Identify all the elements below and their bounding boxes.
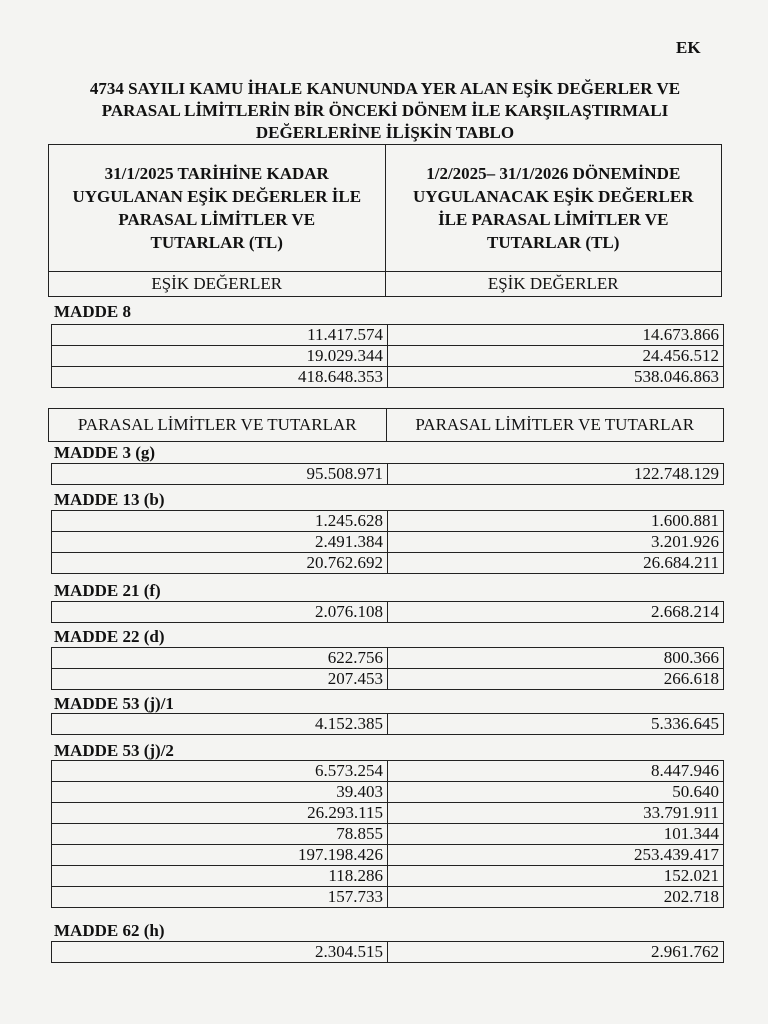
header-line: 31/1/2025 TARİHİNE KADAR — [104, 164, 329, 183]
madde-value-table — [51, 324, 724, 388]
new-value-cell: 101.344 — [388, 824, 724, 845]
header-line: TUTARLAR (TL) — [150, 233, 283, 252]
header-line: İLE PARASAL LİMİTLER VE — [438, 210, 669, 229]
esik-section-left: EŞİK DEĞERLER — [49, 272, 386, 297]
madde-value-table — [51, 510, 724, 574]
new-value-cell: 538.046.863 — [388, 367, 724, 388]
new-value-cell: 3.201.926 — [388, 532, 724, 553]
table-row — [52, 866, 724, 887]
table-row — [52, 714, 724, 735]
madde-label: MADDE 3 (g) — [54, 443, 156, 462]
old-value-cell: 207.453 — [52, 669, 388, 690]
table-row — [52, 602, 724, 623]
table-row — [52, 887, 724, 908]
old-value-cell: 6.573.254 — [52, 761, 388, 782]
madde-label: MADDE 21 (f) — [54, 581, 161, 600]
old-value-cell: 118.286 — [52, 866, 388, 887]
annex-label: EK — [676, 38, 701, 57]
new-value-cell: 800.366 — [388, 648, 724, 669]
new-value-cell: 2.668.214 — [388, 602, 724, 623]
parasal-section-right: PARASAL LİMİTLER VE TUTARLAR — [386, 409, 724, 442]
old-value-cell: 4.152.385 — [52, 714, 388, 735]
new-value-cell: 1.600.881 — [388, 511, 724, 532]
table-row — [52, 845, 724, 866]
table-row — [52, 824, 724, 845]
new-value-cell: 202.718 — [388, 887, 724, 908]
parasal-section-left: PARASAL LİMİTLER VE TUTARLAR — [49, 409, 387, 442]
new-value-cell: 122.748.129 — [388, 464, 724, 485]
madde-value-table — [51, 601, 724, 623]
new-value-cell: 152.021 — [388, 866, 724, 887]
header-line: TUTARLAR (TL) — [487, 233, 620, 252]
table-row — [52, 761, 724, 782]
new-value-cell: 5.336.645 — [388, 714, 724, 735]
old-value-cell: 622.756 — [52, 648, 388, 669]
parasal-section-header — [48, 408, 724, 442]
madde-label: MADDE 53 (j)/1 — [54, 694, 174, 713]
title-line: 4734 SAYILI KAMU İHALE KANUNUNDA YER ALAN EŞİK DEĞERLER VE — [89, 79, 681, 98]
title-line: PARASAL LİMİTLERİN BİR ÖNCEKİ DÖNEM İLE KARŞILAŞTIRMALI — [101, 101, 669, 120]
madde-label: MADDE 8 — [54, 302, 131, 321]
table-row — [52, 325, 724, 346]
new-value-cell: 33.791.911 — [388, 803, 724, 824]
old-value-cell: 19.029.344 — [52, 346, 388, 367]
table-row — [52, 346, 724, 367]
header-line: UYGULANACAK EŞİK DEĞERLER — [412, 187, 694, 206]
new-value-cell: 50.640 — [388, 782, 724, 803]
old-value-cell: 197.198.426 — [52, 845, 388, 866]
table-row — [52, 367, 724, 388]
title-line: DEĞERLERİNE İLİŞKİN TABLO — [255, 123, 515, 142]
esik-section-right: EŞİK DEĞERLER — [385, 272, 722, 297]
old-value-cell: 26.293.115 — [52, 803, 388, 824]
new-value-cell: 8.447.946 — [388, 761, 724, 782]
old-value-cell: 2.304.515 — [52, 942, 388, 963]
madde-label: MADDE 13 (b) — [54, 490, 165, 509]
table-row — [52, 511, 724, 532]
old-value-cell: 20.762.692 — [52, 553, 388, 574]
old-value-cell: 418.648.353 — [52, 367, 388, 388]
table-row — [52, 782, 724, 803]
table-row — [52, 803, 724, 824]
right-column-header — [385, 145, 722, 272]
table-row — [52, 648, 724, 669]
madde-label: MADDE 53 (j)/2 — [54, 741, 174, 760]
madde-label: MADDE 22 (d) — [54, 627, 165, 646]
header-line: UYGULANAN EŞİK DEĞERLER İLE — [72, 187, 362, 206]
header-line: 1/2/2025– 31/1/2026 DÖNEMİNDE — [426, 164, 681, 183]
old-value-cell: 157.733 — [52, 887, 388, 908]
left-column-header — [49, 145, 386, 272]
table-row — [52, 464, 724, 485]
table-row — [52, 942, 724, 963]
madde-value-table — [51, 941, 724, 963]
new-value-cell: 266.618 — [388, 669, 724, 690]
madde-value-table — [51, 713, 724, 735]
column-header-table — [48, 144, 722, 297]
old-value-cell: 11.417.574 — [52, 325, 388, 346]
old-value-cell: 1.245.628 — [52, 511, 388, 532]
new-value-cell: 14.673.866 — [388, 325, 724, 346]
old-value-cell: 95.508.971 — [52, 464, 388, 485]
document-title — [40, 78, 730, 144]
madde-value-table — [51, 760, 724, 908]
table-row — [52, 553, 724, 574]
new-value-cell: 2.961.762 — [388, 942, 724, 963]
old-value-cell: 2.076.108 — [52, 602, 388, 623]
madde-value-table — [51, 463, 724, 485]
madde-label: MADDE 62 (h) — [54, 921, 165, 940]
old-value-cell: 39.403 — [52, 782, 388, 803]
new-value-cell: 253.439.417 — [388, 845, 724, 866]
new-value-cell: 26.684.211 — [388, 553, 724, 574]
old-value-cell: 2.491.384 — [52, 532, 388, 553]
table-row — [52, 669, 724, 690]
header-line: PARASAL LİMİTLER VE — [118, 210, 316, 229]
madde-value-table — [51, 647, 724, 690]
table-row — [52, 532, 724, 553]
old-value-cell: 78.855 — [52, 824, 388, 845]
new-value-cell: 24.456.512 — [388, 346, 724, 367]
